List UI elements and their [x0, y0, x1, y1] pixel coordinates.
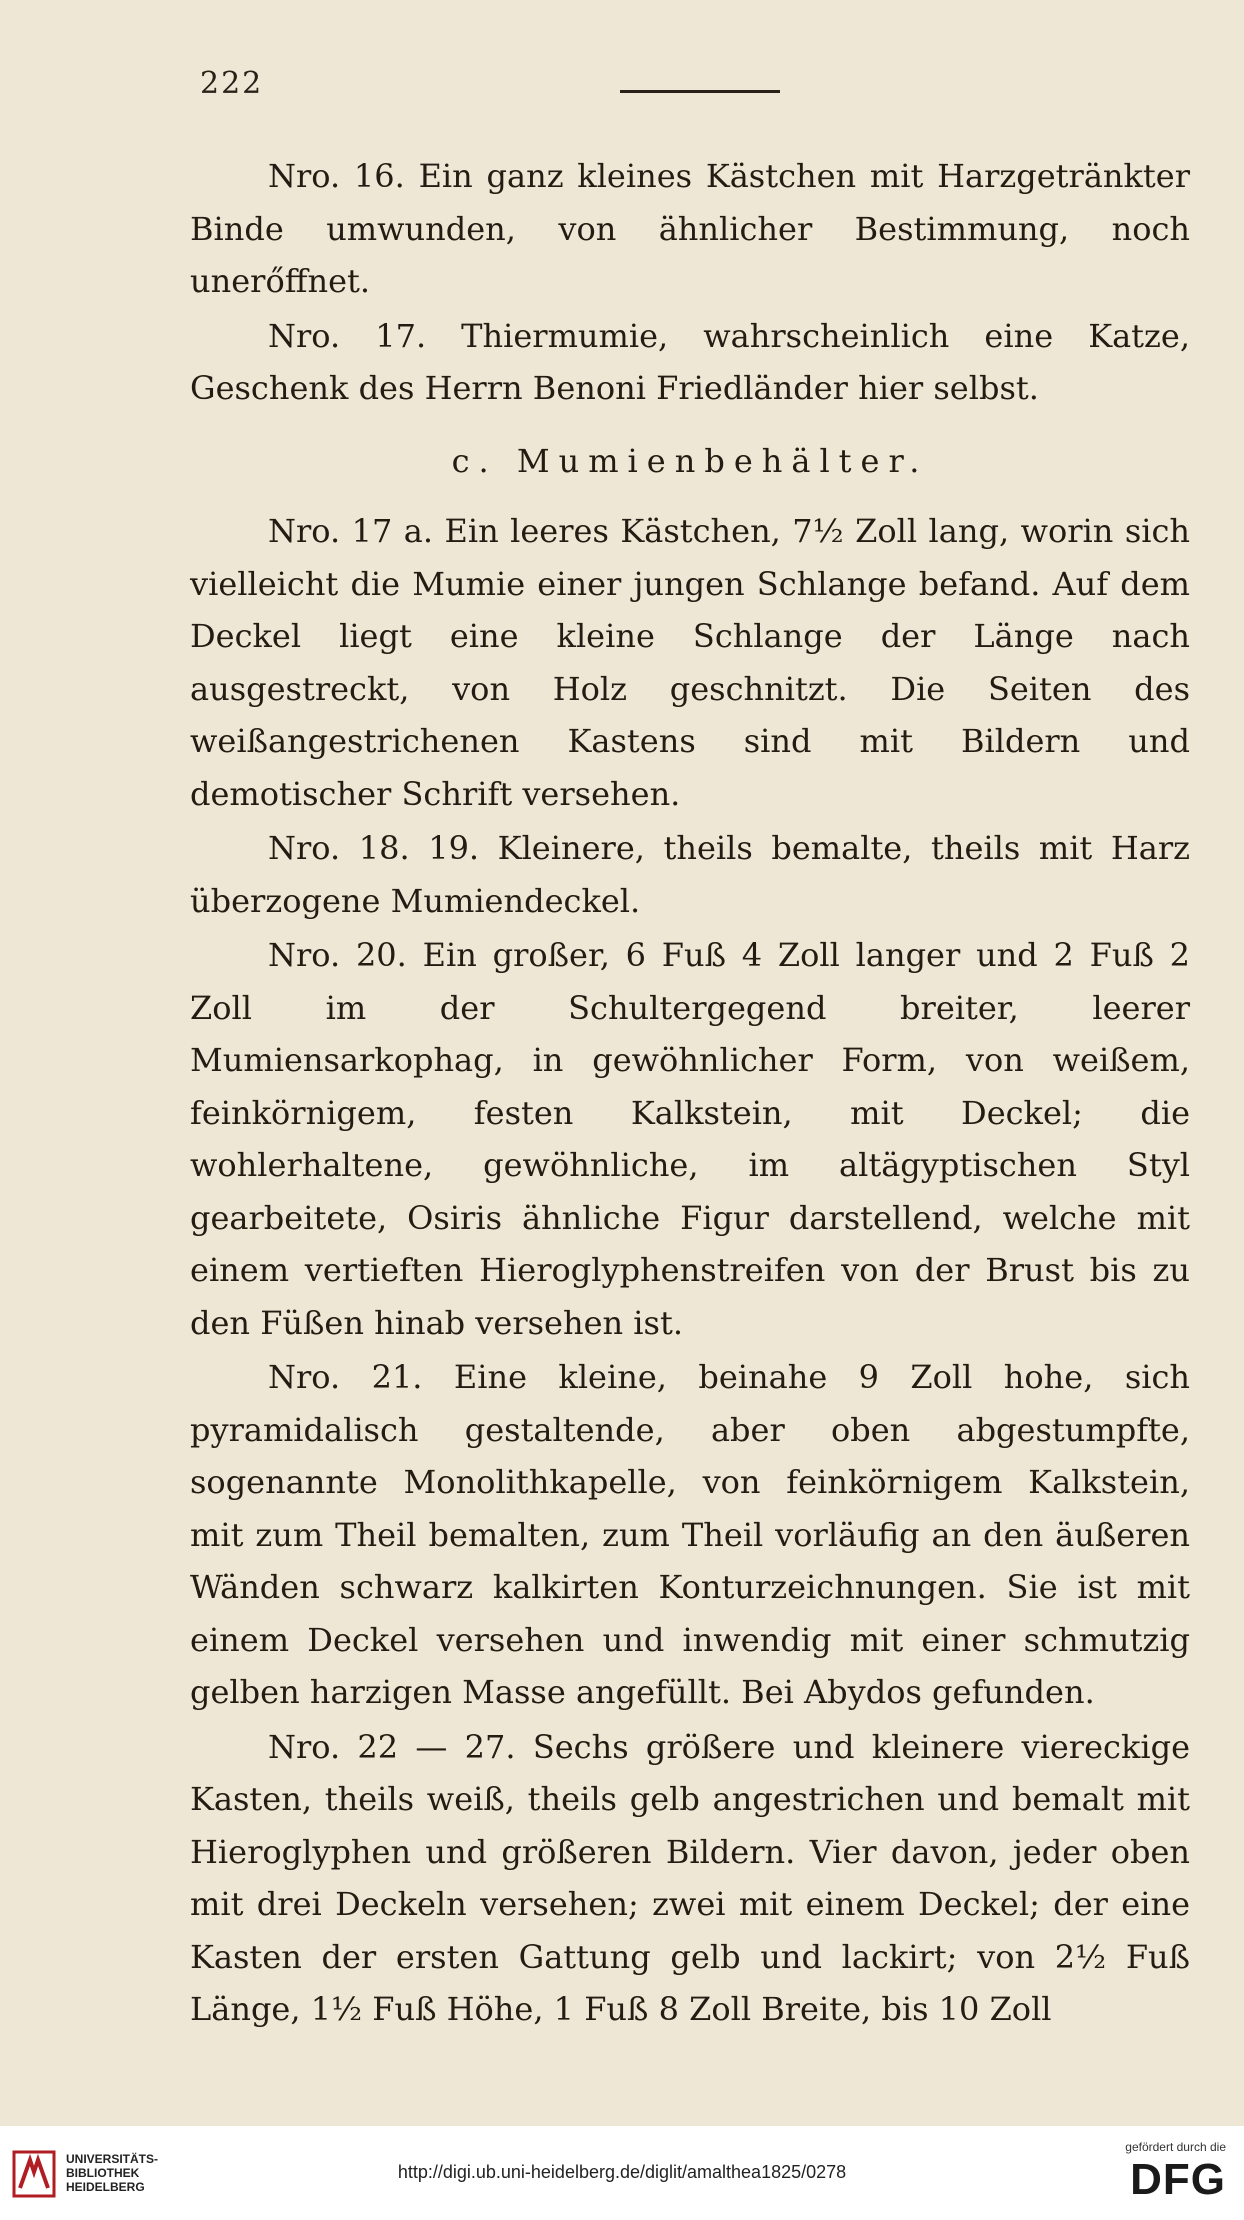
paragraph-nro-16: Nro. 16. Ein ganz kleines Kästchen mit Harzgetränkter Binde umwunden, von ähnlicher Bestimmung, noch unerőffnet. [190, 157, 1190, 300]
paragraph-nro-18-19: Nro. 18. 19. Kleinere, theils bemalte, theils mit Harz überzogene Mumiendeckel. [190, 829, 1190, 920]
institution-line: BIBLIOTHEK [66, 2166, 140, 2180]
page-number: 222 [200, 66, 264, 101]
paragraph-nro-17a: Nro. 17 a. Ein leeres Kästchen, 7½ Zoll lang, worin sich vielleicht die Mumie einer jungen Schlange befand. Auf dem Deckel liegt eine kleine Schlange der Länge nach ausgestreckt, von Holz geschnitzt. Die Seiten des weißangestrichenen Kastens sind mit Bildern und demotischer Schrift versehen. [190, 512, 1190, 813]
permalink-url[interactable]: http://digi.ub.uni-heidelberg.de/diglit/amalthea1825/0278 [397, 2162, 847, 2182]
dfg-logo: DFG [1130, 2155, 1226, 2204]
paragraph-nro-21: Nro. 21. Eine kleine, beinahe 9 Zoll hohe, sich pyramidalisch gestaltende, aber oben abgestumpfte, sogenannte Monolithkapelle, von feinkörnigem Kalkstein, mit zum Theil bemalten, zum Theil vorläufig an den äußeren Wänden schwarz kalkirten Konturzeichnungen. Sie ist mit einem Deckel versehen und inwendig mit einer schmutzig gelben harzigen Masse angefüllt. Bei Abydos gefunden. [190, 1358, 1190, 1711]
paragraph-nro-20: Nro. 20. Ein großer, 6 Fuß 4 Zoll langer und 2 Fuß 2 Zoll im der Schultergegend breiter, leerer Mumiensarkophag, in gewöhnlicher Form, von weißem, feinkörnigem, festen Kalkstein, mit Deckel; die wohlerhaltene, gewöhnliche, im altägyptischen Styl gearbeitete, Osiris ähnliche Figur darstellend, welche mit einem vertieften Hieroglyphenstreifen von der Brust bis zu den Füßen hinab versehen ist. [190, 936, 1190, 1342]
institution-line: HEIDELBERG [66, 2180, 145, 2194]
funder-note: gefördert durch die [1125, 2140, 1226, 2154]
header-rule [620, 90, 780, 93]
paragraph-nro-17: Nro. 17. Thiermumie, wahrscheinlich eine Katze, Geschenk des Herrn Benoni Friedländer hier selbst. [190, 316, 1190, 407]
viewer-footer [0, 2126, 1244, 2220]
institution-line: UNIVERSITÄTS- [66, 2152, 159, 2166]
page-header [200, 66, 780, 106]
body-text [190, 150, 1190, 2038]
funder-block [1076, 2140, 1226, 2206]
section-heading: c. Mumienbehälter. [451, 441, 929, 480]
paragraph-nro-22-27: Nro. 22 — 27. Sechs größere und kleinere viereckige Kasten, theils weiß, theils gelb angestrichen und bemalt mit Hieroglyphen und größeren Bildern. Vier davon, jeder oben mit drei Deckeln versehen; zwei mit einem Deckel; der eine Kasten der ersten Gattung gelb und lackirt; von 2½ Fuß Länge, 1½ Fuß Höhe, 1 Fuß 8 Zoll Breite, bis 10 Zoll [190, 1727, 1190, 2028]
